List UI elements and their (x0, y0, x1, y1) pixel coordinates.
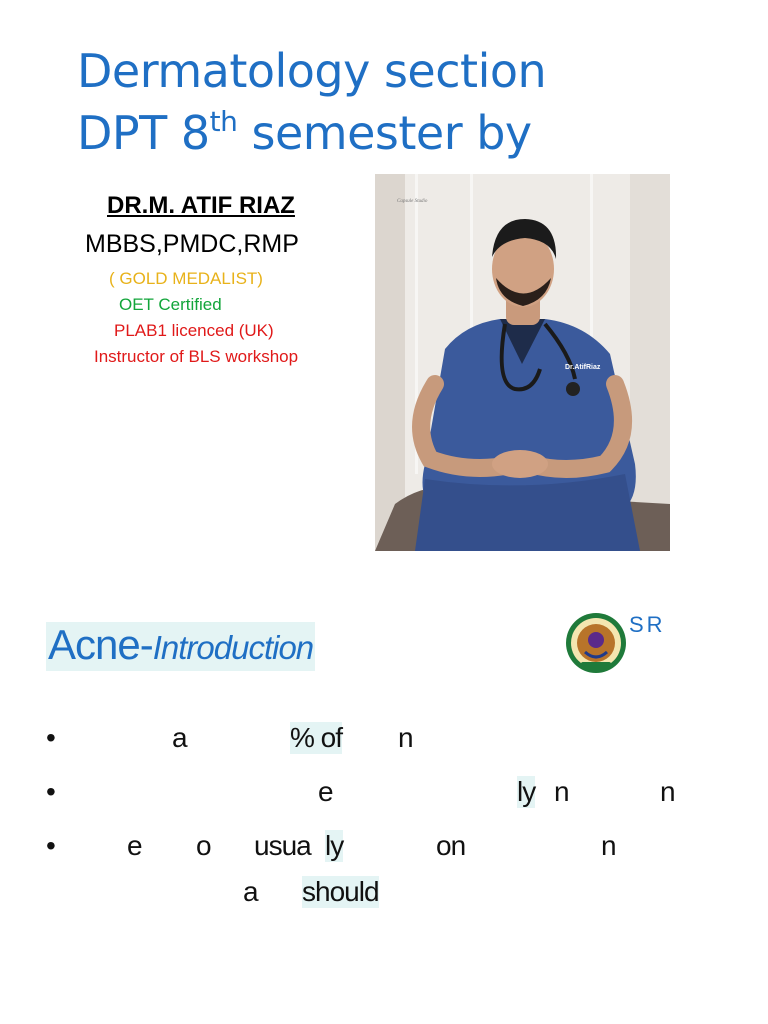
title-line-2-rest: semester by (237, 106, 532, 160)
presenter-degrees: MBBS,PMDC,RMP (85, 230, 299, 258)
title-line-2 (77, 102, 546, 164)
bullet-1-fragment-3: n (398, 722, 413, 753)
bullet-3-fragment-6: n (601, 830, 616, 861)
bullet-3-fragment-3: usua (254, 830, 311, 861)
bullet-dot: • (46, 776, 56, 807)
presenter-name: DR.M. ATIF RIAZ (107, 192, 295, 219)
photo-watermark: Capsule Studio (397, 199, 428, 204)
bullet-dot: • (46, 830, 56, 861)
bullet-3-fragment-2: o (196, 830, 211, 861)
seal-icon (563, 610, 629, 676)
bullet-2-fragment-1: e (318, 776, 333, 807)
bullet-item-3 (0, 830, 768, 920)
bullet-item-1 (0, 722, 768, 762)
title-superscript: th (209, 105, 238, 138)
bullet-2-fragment-2: ly (517, 776, 536, 807)
bullet-dot: • (46, 722, 56, 753)
page-title (77, 40, 546, 164)
gold-medalist-label: ( GOLD MEDALIST) (109, 269, 263, 288)
title-line-2-main: DPT 8 (77, 106, 210, 160)
title-line-1: Dermatology section (77, 44, 547, 98)
bullet-2-fragment-4: n (660, 776, 675, 807)
plab-licence-label: PLAB1 licenced (UK) (114, 321, 274, 340)
oet-certified-label: OET Certified (119, 295, 222, 314)
bullet-1-fragment-1: a (172, 722, 187, 753)
section-title-main: Acne- (48, 621, 153, 668)
bullet-3-fragment-4: ly (325, 830, 344, 861)
section-title (46, 622, 315, 671)
logo-text: SR (629, 612, 666, 637)
section-title-sub: Introduction (152, 629, 314, 666)
bls-instructor-label: Instructor of BLS workshop (94, 347, 299, 366)
bullet-2-fragment-3: n (554, 776, 569, 807)
bullet-3-fragment-1: e (127, 830, 142, 861)
presenter-photo-illustration (375, 174, 670, 551)
bullet-1-fragment-2: % of (290, 722, 343, 753)
scrubs-name-embroidery: Dr.AtifRiaz (565, 364, 601, 371)
bullet-item-2 (0, 776, 768, 816)
bullet-3-fragment-8: should (302, 876, 379, 907)
bullet-3-fragment-7: a (243, 876, 258, 907)
presenter-photo (375, 174, 670, 551)
bullet-3-fragment-5: on (436, 830, 466, 861)
